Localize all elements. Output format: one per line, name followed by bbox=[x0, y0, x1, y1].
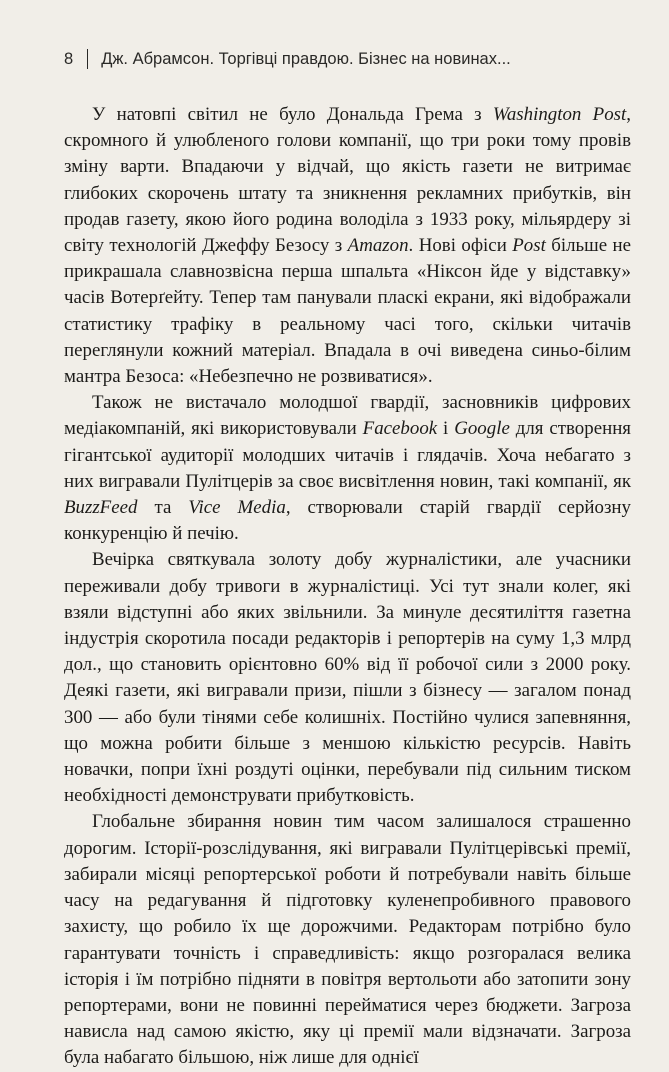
text-run: більше не прикрашала славнозвісна перша шпальта «Ніксон йде у відставку» часів Вотерґейту. Тепер там панували пласкі екрани, які відображали статистику трафіку в реальному часі того, скільки читачів переглянули кожний матеріал. Впадала в очі виведена синьо-білим мантра Безоса: «Небезпечно не розвиватися». bbox=[64, 235, 631, 388]
text-run: , створювали старій гвардії серйозну конкуренцію й печію. bbox=[64, 497, 631, 545]
text-run: , скромного й улюбленого голови компанії, що три роки тому провів зміну варти. Впадаючи у відчай, що якість газети не витримає глибоких скорочень штату та зникнення рекламних прибутків, він продав газету, якою його родина володіла з 1933 року, мільярдеру зі світу технологій Джеффу Безосу з bbox=[64, 104, 631, 257]
text-run: У натовпі світил не було Дональда Грема з bbox=[92, 104, 493, 125]
company-name: Facebook bbox=[362, 418, 438, 440]
text-run: і bbox=[437, 418, 455, 440]
company-name: Vice Media bbox=[188, 497, 286, 519]
paragraph bbox=[64, 102, 631, 390]
text-run: Вечірка святкувала золоту добу журналістики, але учасники переживали добу тривоги в журналістиці. Усі тут знали колег, які взяли відступні або яких звільнили. За минуле десятиліття газетна індустрія скоротила посади редакторів і репортерів на суму 1,3 млрд дол., що становить орієнтовно 60% від її робочої сили з 2000 року. Деякі газети, які вигравали призи, пішли з бізнесу — загалом понад 300 — або були тінями себе колишніх. Постійно чулися запевняння, що можна робити більше з меншою кількістю ресурсів. Навіть новачки, попри їхні роздуті оцінки, перебували під сильним тиском необхідності демонструвати прибутковість. bbox=[64, 549, 631, 807]
text-run: . Нові офіси bbox=[408, 235, 513, 257]
text-run: Глобальне збирання новин тим часом залишалося страшенно дорогим. Історії-розслідування, які вигравали Пулітцерівські премії, забирали місяці репортерської роботи й потребували навіть більше часу на редагування й підготовку куленепробивного правового захисту, що робило їх ще дорожчими. Редакторам потрібно було гарантувати точність і справедливість: якщо розгоралася велика історія і їм потрібно підняти в повітря вертольоти або затопити зону репортерами, вони не повинні перейматися через бюджети. Загроза нависла над самою якістю, яку ці премії мали відзначати. Загроза була набагато більшою, ніж лише для однієї bbox=[64, 811, 631, 1069]
paragraph bbox=[64, 390, 631, 547]
company-name: Amazon bbox=[347, 235, 409, 257]
company-name: BuzzFeed bbox=[64, 497, 138, 519]
text-run: Також не вистачало молодшої гвардії, засновників цифрових медіакомпаній, які використовували bbox=[64, 392, 631, 440]
running-title: Дж. Абрамсон. Торгівці правдою. Бізнес на новинах... bbox=[101, 49, 511, 68]
paragraph bbox=[64, 547, 631, 809]
text-run: для створення гігантської аудиторії молодших читачів і глядачів. Хоча небагато з них вигравали Пулітцерів за своє висвітлення новин, такі компанії, як bbox=[64, 418, 631, 492]
paragraph bbox=[64, 809, 631, 1071]
publication-name: Post bbox=[512, 235, 546, 257]
body-text bbox=[64, 102, 631, 1072]
company-name: Google bbox=[454, 418, 510, 440]
page-number: 8 bbox=[64, 49, 74, 68]
text-run: та bbox=[137, 497, 189, 519]
running-head bbox=[64, 46, 631, 72]
header-separator bbox=[87, 49, 88, 69]
publication-name: Washington Post bbox=[492, 104, 627, 125]
